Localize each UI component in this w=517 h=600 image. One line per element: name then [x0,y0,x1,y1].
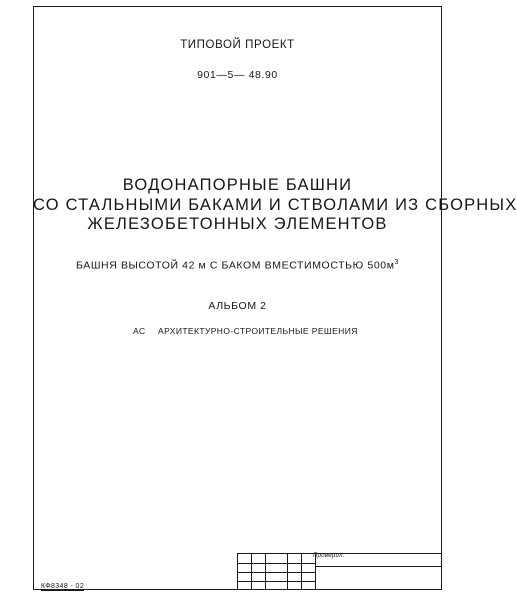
stamp-columns [238,554,316,590]
title-line-1: ВОДОНАПОРНЫЕ БАШНИ [122,176,353,194]
tower-spec-superscript: 3 [394,259,400,266]
stamp-column [288,554,302,590]
tower-spec-line [33,259,442,272]
title-line-2: СО СТАЛЬНЫМИ БАКАМИ И СТВОЛАМИ ИЗ СБОРНЫХ [33,196,517,214]
stamp-column [252,554,266,590]
stamp-checked-label: Проверил: [313,553,345,559]
stamp-column [266,554,288,590]
title-line-3: ЖЕЛЕЗОБЕТОННЫХ ЭЛЕМЕНТОВ [87,215,388,233]
drawing-frame [33,6,517,590]
tower-spec-text: БАШНЯ ВЫСОТОЙ 42 м С БАКОМ ВМЕСТИМОСТЬЮ 500м [75,259,395,272]
stamp-column [238,554,252,590]
document-code: КФ8348 - 02 [41,583,85,590]
stamp-column [302,554,316,590]
album-label: АЛЬБОМ 2 [208,300,267,312]
section-name: АРХИТЕКТУРНО-СТРОИТЕЛЬНЫЕ РЕШЕНИЯ [158,326,358,336]
project-type-label: ТИПОВОЙ ПРОЕКТ [180,39,295,51]
project-number: 901—5— 48.90 [197,69,278,81]
section-code: АС [133,326,146,336]
